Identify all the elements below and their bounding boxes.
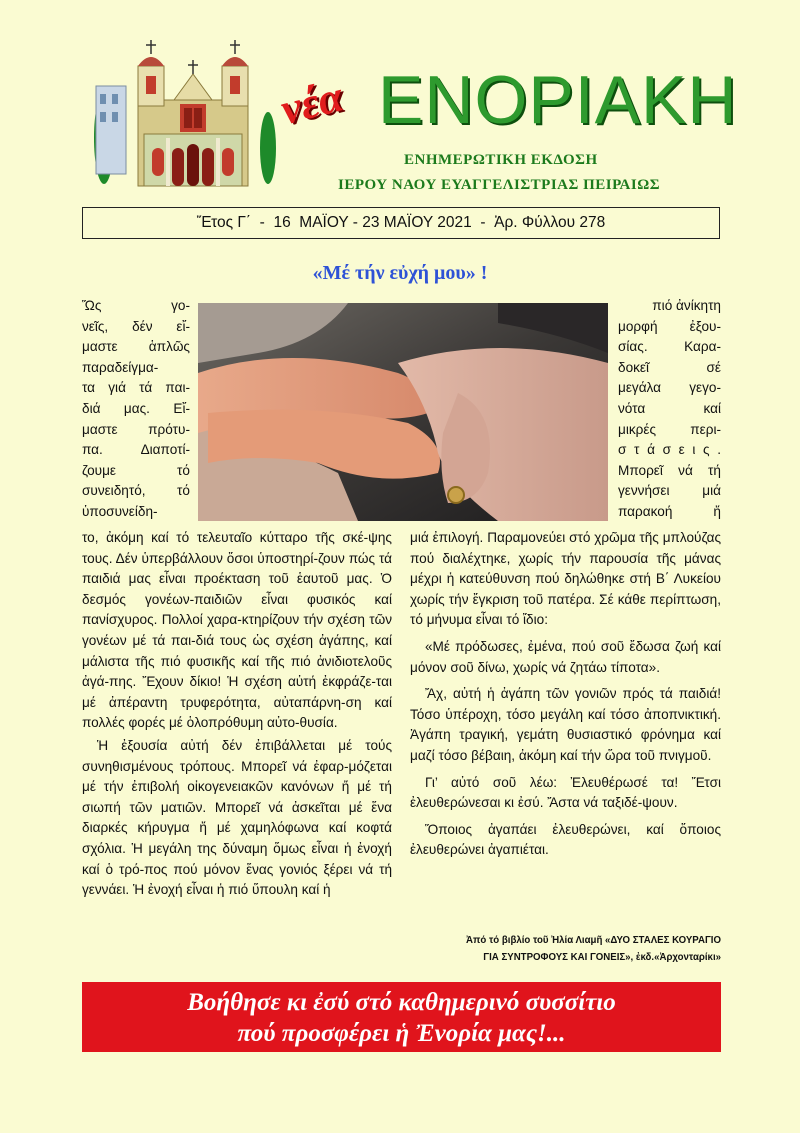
- narrow-line: μικρές περι-: [618, 421, 721, 437]
- narrow-line: Μπορεῖ νά τή: [618, 462, 721, 478]
- article-left-narrow: [82, 296, 190, 523]
- narrow-line: Ὥς γο-: [82, 298, 190, 313]
- masthead-title: ΕΝΟΡΙΑΚΗ: [378, 62, 738, 138]
- narrow-line: διά μας. Εἴ-: [82, 400, 190, 416]
- narrow-line: δοκεῖ σέ: [618, 359, 721, 375]
- issue-info-bar: Ἔτος Γ΄ - 16 ΜΑΪΟΥ - 23 ΜΑΪΟΥ 2021 - Ἀρ. Φύλλου 278: [82, 207, 720, 239]
- narrow-line: σίας. Καρα-: [618, 339, 721, 355]
- narrow-line: ζουμε τό: [82, 462, 190, 478]
- hands-photo: [198, 303, 608, 521]
- narrow-line: μαστε ἁπλῶς: [82, 339, 190, 355]
- narrow-line: μαστε πρότυ-: [82, 421, 190, 437]
- narrow-line: συνειδητό, τό: [82, 483, 190, 499]
- soup-kitchen-banner: [82, 982, 721, 1052]
- masthead-subtitle-2: ΙΕΡΟΥ ΝΑΟΥ ΕΥΑΓΓΕΛΙΣΤΡΙΑΣ ΠΕΙΡΑΙΩΣ: [338, 177, 661, 193]
- article-left-column: [82, 528, 392, 901]
- narrow-line: νεῖς, δέν εἴ-: [82, 318, 190, 334]
- article-right-column: [410, 528, 721, 861]
- article-paragraph: Ἄχ, αὐτή ἡ ἀγάπη τῶν γονιῶν πρός τά παιδιά! Τόσο ὑπέροχη, τόσο μεγάλη καί τόσο ἀποπνικτική. Ἀγάπη τραγική, γεμάτη θυσιαστικό φρόνημα καί μαζί τόσο βέβαιη, ἀκόμη καί τήν ὥρα τοῦ πνιγμοῦ.: [410, 686, 721, 763]
- banner-line-2: πού προσφέρει ἡ Ἐνορία μας!...: [237, 1020, 566, 1047]
- narrow-line: σ τ ά σ ε ι ς .: [618, 442, 721, 458]
- source-citation: [431, 932, 721, 966]
- article-paragraph: το, ἀκόμη καί τό τελευταῖο κύτταρο τῆς σκέ-ψης τους. Δέν ὑπερβάλλουν ὅσοι ὑποστηρί-ζουν πώς τά παιδιά μας εἶναι προέκταση τοῦ ἑαυτοῦ μας. Ὁ δεσμός γονέων-παιδιῶν εἶναι φυσικός καί πανίσχυρος. Πολλοί χαρα-κτηρίζουν τήν σχέση τῶν γονέων μέ τά παι-διά τους ὡς σχέση ἀγάπης, καί μάλιστα τῆς πιό φυσικῆς καί τῆς πιό ἀνιδιοτελοῦς ἀγά-πης. Ἔχουν δίκιο! Ἡ σχέση αὐτή ἐκφράζε-ται μέ ἀπέραντη τρυφερότητα, αὐταπάρνη-ση καί πολλές φορές μέ ὁλοπρόθυμη αὐτο-θυσία.: [82, 530, 392, 731]
- article-paragraph: Γι’ αὐτό σοῦ λέω: Ἐλευθέρωσέ τα! Ἔτσι ἐλευθερώνεσαι κι ἐσύ. Ἄστα νά ταξιδέ-ψουν.: [410, 774, 721, 811]
- nea-logo-word: νέα: [275, 71, 348, 135]
- article-paragraph: μιά ἐπιλογή. Παραμονεύει στό χρῶμα τῆς μπλούζας πού διαλέχτηκε, χωρίς τήν παρουσία τῆς μάνας μέχρι ἡ κατεύθυνση πού δηλώθηκε στή Β΄ Λυκείου χωρίς τήν ἔγκριση τοῦ πατέρα. Σέ κάθε περίπτωση, τό μήνυμα εἶναι τό ἴδιο:: [410, 530, 721, 628]
- article-paragraph: Ὅποιος ἀγαπάει ἐλευθερώνει, καί ὅποιος ἐλευθερώνει ἀγαπιέται.: [410, 821, 721, 858]
- narrow-line: τα γιά τά παι-: [82, 380, 190, 396]
- narrow-line: μορφή ἐξου-: [618, 318, 721, 334]
- article-paragraph: Ἡ ἐξουσία αὐτή δέν ἐπιβάλλεται μέ τούς συνηθισμένους τρόπους. Μπορεῖ νά ἐφαρ-μόζεται μέ τήν ἐπιβολή οἰκογενειακῶν κανόνων ἤ μέ τή σιωπή τῶν ματιῶν. Μπορεῖ νά ἀσκεῖται μέ ἕνα διαρκές κήρυγμα ἤ μέ χαμηλόφωνα καί κοφτά σχόλια. Ἡ μεγάλη της δύναμη ὅμως εἶναι ἡ ἐνοχή καί ὁ τρό-πος πού μόνον ἕνας γονιός ξέρει νά τή γεννάει. Ἡ ἐνοχή εἶναι ἡ πιό ὕπουλη καί ἡ: [82, 737, 392, 898]
- article-quote: «Μέ πρόδωσες, ἐμένα, πού σοῦ ἔδωσα ζωή καί μόνον σοῦ δίνω, χωρίς νά ζητάω τίποτα».: [410, 638, 721, 675]
- narrow-line: παραδείγμα-: [82, 359, 159, 375]
- narrow-line: πιό ἀνίκητη: [652, 298, 721, 313]
- narrow-line: πα. Διαποτί-: [82, 442, 190, 458]
- source-line-2: ΓΙΑ ΣΥΝΤΡΟΦΟΥΣ ΚΑΙ ΓΟΝΕΙΣ», ἐκδ.«Ἀρχονταρίκι»: [483, 951, 721, 963]
- article-title: «Μέ τήν εὐχή μου» !: [312, 262, 488, 284]
- narrow-line: παρακοή ἤ: [618, 503, 721, 519]
- narrow-line: μεγάλα γεγο-: [618, 380, 721, 396]
- article-right-narrow: [618, 296, 721, 523]
- source-line-1: Ἀπό τό βιβλίο τοῦ Ἠλία Λιαμῆ «ΔΥΟ ΣΤΑΛΕΣ ΚΟΥΡΑΓΙΟ: [466, 934, 721, 946]
- narrow-line: ὑποσυνείδη-: [82, 503, 158, 519]
- banner-line-1: Βοήθησε κι ἐσύ στό καθημερινό συσσίτιο: [187, 989, 616, 1016]
- masthead-subtitle-1: ΕΝΗΜΕΡΩΤΙΚΗ ΕΚΔΟΣΗ: [404, 152, 598, 168]
- church-illustration: [88, 38, 288, 190]
- narrow-line: νότα καί: [618, 400, 721, 416]
- narrow-line: γεννήσει μιά: [618, 483, 721, 499]
